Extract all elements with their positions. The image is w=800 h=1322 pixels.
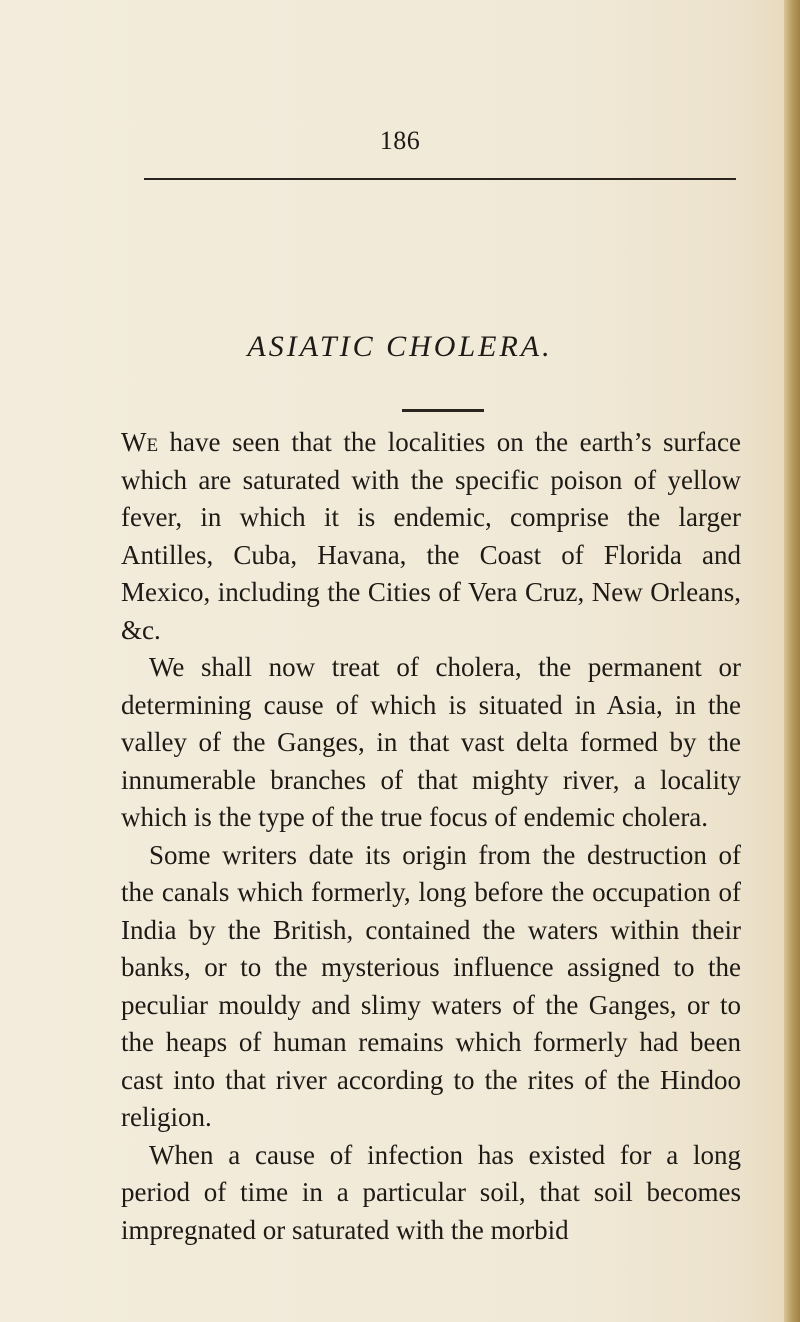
paragraph-1-text: have seen that the localities on the earth’s surface which are saturated with the specific poison of yellow fever, in which it is endemic, comprise the larger Antilles, Cuba, Havana, the Coast of Florida and Mexico, including the Cities of Vera Cruz, New Orleans, &c. (121, 427, 741, 645)
paragraph-4: When a cause of infection has existed for a long period of time in a particular soil, that soil becomes impregnated or saturated with the morbid (121, 1139, 741, 1245)
chapter-title: ASIATIC CHOLERA. (247, 330, 553, 363)
paragraph-3: Some writers date its origin from the destruction of the canals which formerly, long before the occupation of India by the British, contained the waters within their banks, or to the mysterious influence assigned to the peculiar mouldy and slimy waters of the Ganges, or to the heaps of human remains which formerly had been cast into that river according to the rites of the Hindoo religion. (121, 839, 741, 1132)
body-text (121, 424, 741, 1249)
page-edge (784, 0, 800, 1322)
paragraph-1-lead: We (121, 427, 159, 457)
page-number: 186 (379, 126, 421, 155)
paragraph-2: We shall now treat of cholera, the permanent or determining cause of which is situated in Asia, in the valley of the Ganges, in that vast delta formed by the innumerable branches of that mighty river, a locality which is the type of the true focus of endemic cholera. (121, 652, 741, 832)
title-rule (402, 409, 484, 412)
paragraph-1 (121, 424, 741, 649)
header-rule (144, 178, 736, 180)
